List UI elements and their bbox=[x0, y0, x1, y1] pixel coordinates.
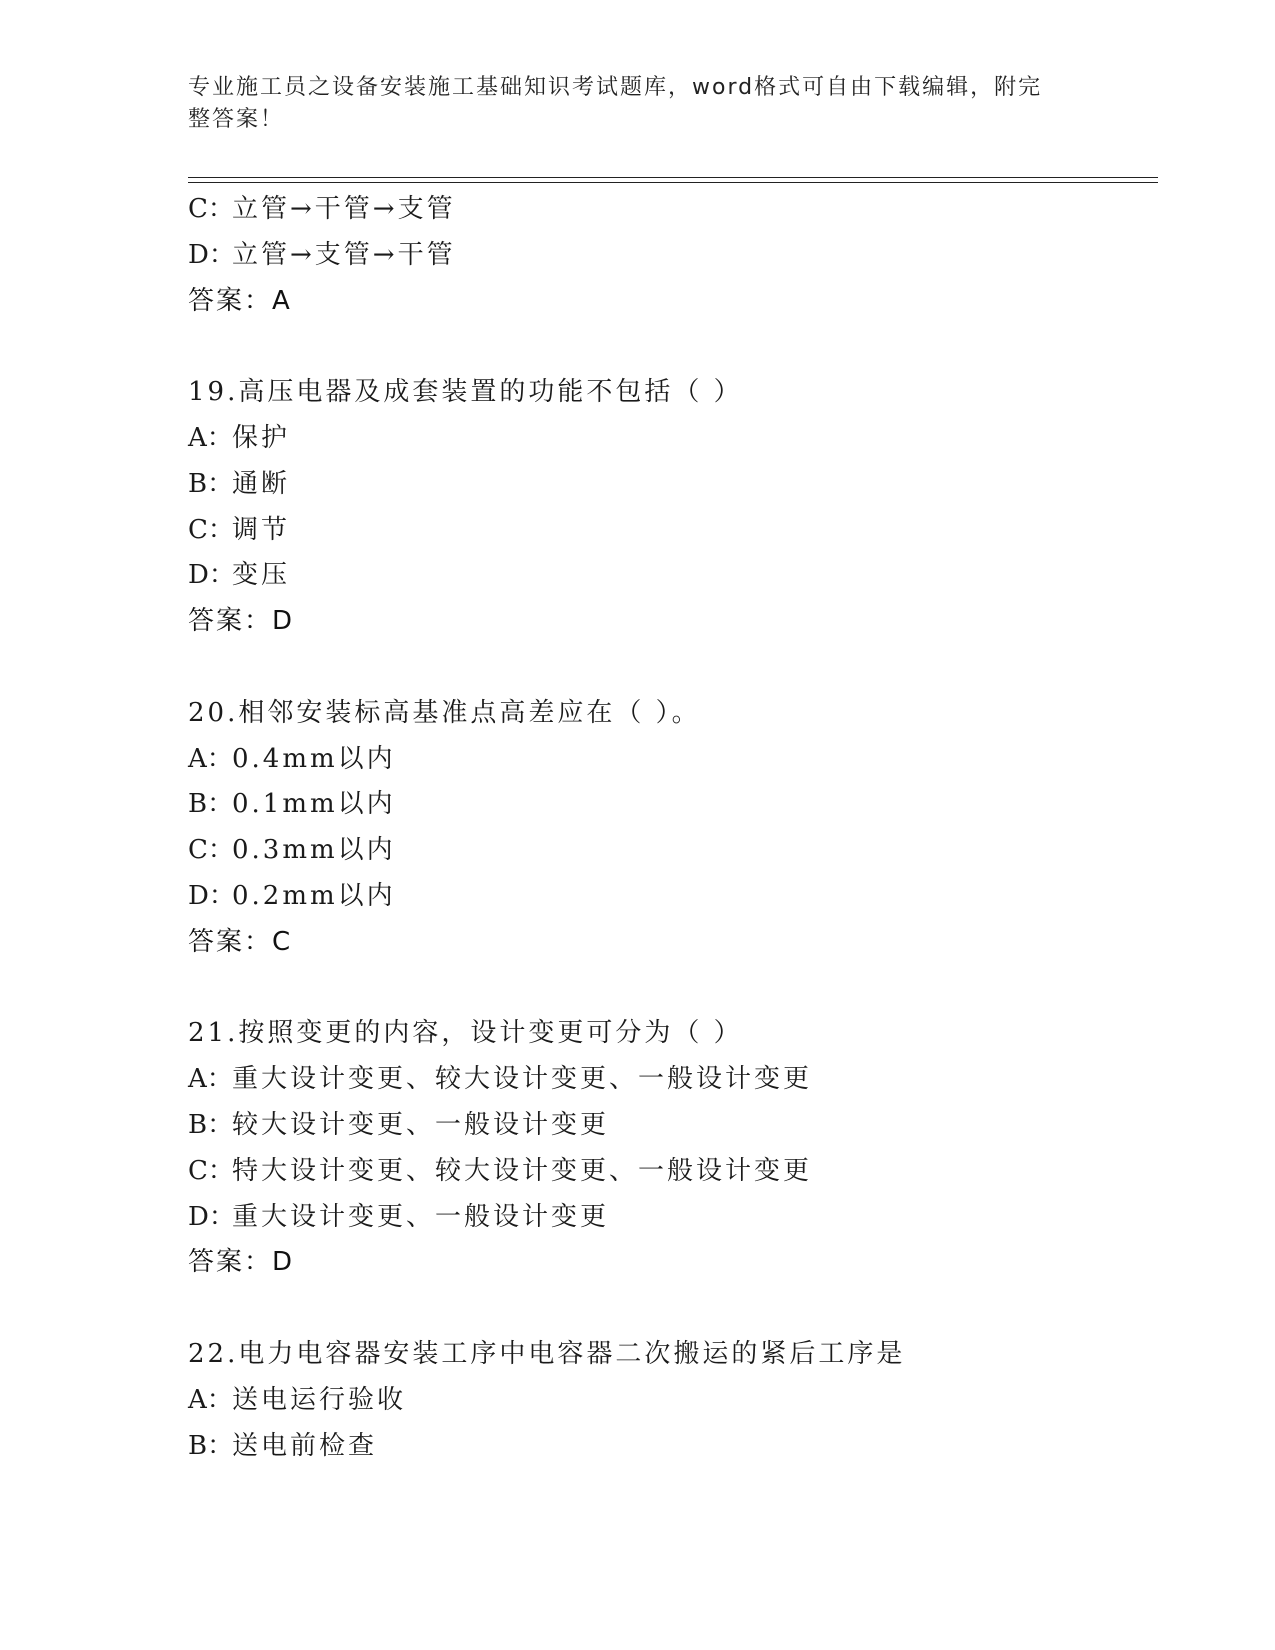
question-title: 22.电力电容器安装工序中电容器二次搬运的紧后工序是 bbox=[188, 1338, 906, 1369]
option-d bbox=[188, 1195, 1188, 1241]
option-b bbox=[188, 1424, 1188, 1470]
option-a bbox=[188, 416, 1188, 462]
option-c bbox=[188, 1149, 1188, 1195]
header-line-2: 整答案！ bbox=[188, 107, 285, 132]
option-label: C： bbox=[188, 835, 234, 866]
spacer bbox=[188, 645, 1188, 691]
spacer bbox=[188, 966, 1188, 1012]
option-text: 重大设计变更、较大设计变更、一般设计变更 bbox=[232, 1064, 813, 1095]
question-list bbox=[188, 187, 1188, 1469]
answer-line: 答案：A bbox=[188, 285, 292, 316]
question-title: 21.按照变更的内容，设计变更可分为（ ） bbox=[188, 1018, 743, 1049]
option-d bbox=[188, 233, 1188, 279]
answer-line: 答案：D bbox=[188, 606, 295, 637]
option-label: A： bbox=[188, 1064, 233, 1095]
option-label: A： bbox=[188, 422, 233, 453]
option-text: 送电运行验收 bbox=[232, 1384, 407, 1415]
question-21 bbox=[188, 1011, 1188, 1286]
option-label: D： bbox=[188, 239, 235, 270]
option-label: C： bbox=[188, 1155, 234, 1186]
header-divider-top bbox=[188, 177, 1158, 178]
option-a bbox=[188, 1378, 1188, 1424]
option-text: 立管→干管→支管 bbox=[232, 194, 456, 224]
option-label: B： bbox=[188, 468, 234, 499]
option-c bbox=[188, 187, 1188, 233]
option-label: D： bbox=[188, 560, 235, 591]
option-text: 送电前检查 bbox=[232, 1430, 378, 1461]
option-text: 较大设计变更、一般设计变更 bbox=[232, 1109, 610, 1140]
header-divider-bottom bbox=[188, 182, 1158, 183]
answer-line: 答案：C bbox=[188, 926, 293, 957]
option-c bbox=[188, 508, 1188, 554]
option-label: D： bbox=[188, 1201, 235, 1232]
option-b bbox=[188, 462, 1188, 508]
option-text: 重大设计变更、一般设计变更 bbox=[232, 1201, 610, 1232]
option-text: 特大设计变更、较大设计变更、一般设计变更 bbox=[232, 1155, 813, 1186]
option-label: A： bbox=[188, 1384, 233, 1415]
option-d bbox=[188, 553, 1188, 599]
option-text: 通断 bbox=[232, 468, 291, 499]
option-d bbox=[188, 874, 1188, 920]
option-label: B： bbox=[188, 1430, 234, 1461]
option-c bbox=[188, 828, 1188, 874]
option-a bbox=[188, 737, 1188, 783]
option-label: A： bbox=[188, 743, 233, 774]
header-line-1: 专业施工员之设备安装施工基础知识考试题库，word格式可自由下载编辑，附完 bbox=[188, 75, 1043, 100]
option-text: 0.4mm以内 bbox=[232, 743, 396, 774]
option-label: C： bbox=[188, 194, 234, 224]
option-text: 0.1mm以内 bbox=[232, 789, 396, 820]
question-19 bbox=[188, 370, 1188, 645]
question-title: 19.高压电器及成套装置的功能不包括（ ） bbox=[188, 377, 743, 408]
option-text: 立管→支管→干管 bbox=[232, 239, 456, 270]
page-header bbox=[188, 72, 1068, 136]
question-20 bbox=[188, 691, 1188, 966]
question-22 bbox=[188, 1332, 1188, 1469]
option-text: 0.3mm以内 bbox=[232, 835, 396, 866]
option-a bbox=[188, 1057, 1188, 1103]
option-label: B： bbox=[188, 1109, 234, 1140]
option-text: 保护 bbox=[232, 422, 291, 453]
option-text: 变压 bbox=[232, 560, 291, 591]
spacer bbox=[188, 1286, 1188, 1332]
question-title: 20.相邻安装标高基准点高差应在（ ）。 bbox=[188, 697, 701, 728]
option-text: 0.2mm以内 bbox=[232, 880, 396, 911]
answer-line: 答案：D bbox=[188, 1247, 295, 1278]
option-label: C： bbox=[188, 514, 234, 545]
option-b bbox=[188, 1103, 1188, 1149]
spacer bbox=[188, 324, 1188, 370]
option-b bbox=[188, 782, 1188, 828]
option-text: 调节 bbox=[232, 514, 291, 545]
option-label: B： bbox=[188, 789, 234, 820]
prev-question-block bbox=[188, 187, 1188, 324]
option-label: D： bbox=[188, 880, 235, 911]
